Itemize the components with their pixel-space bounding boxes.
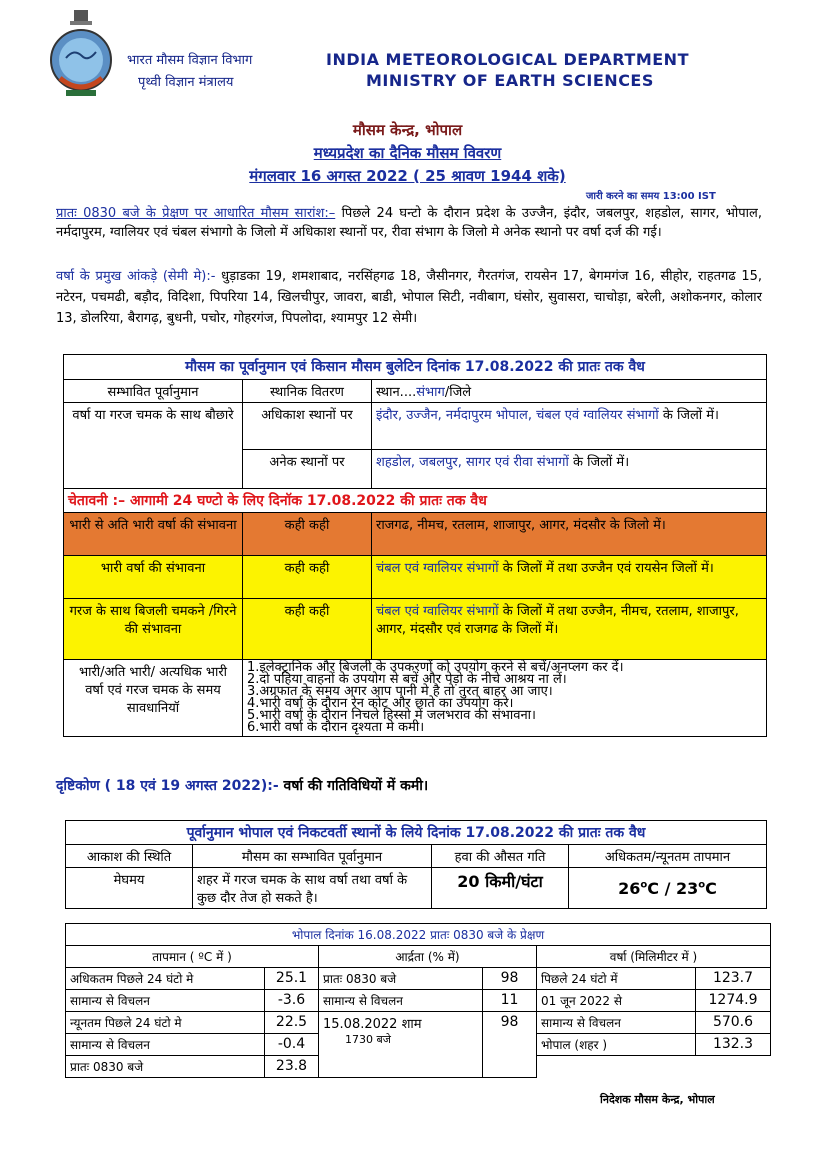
forecast-col-places — [372, 380, 767, 403]
ministry-name-hindi: पृथ्वी विज्ञान मंत्रालय — [138, 75, 234, 90]
forecast-heading: मौसम का पूर्वानुमान एवं किसान मौसम बुलेटिन दिनांक 17.08.2022 की प्रातः तक वैध — [64, 355, 767, 380]
rainfall-text: धुड़ाडका 19, शमशाबाद, नरसिंहगढ 18, जैसीनगर, गैरतगंज, रायसेन 17, बेगमगंज 16, सीहोर, राहतगढ 15, नटेरन, पचमढी, बड़ौद, विदिशा, पिपरिया 14, खिलचीपुर, जावरा, बाडी, भोपाल सिटी, नवीबाग, घंसोर, सुवासरा, चाचोड़ा, बरेली, अशोकनगर, कोलार 13, डोलरिया, बैरागढ़, बुधनी, पचोर, गोहरगंज, पिपलोदा, श्यामपुर 12 सेमी। — [56, 269, 763, 326]
warning-places-2-blue: चंबल एवं ग्वालियर संभागों — [376, 604, 499, 619]
temp-unit: C — [705, 878, 717, 898]
obs-temp-value: 22.5 — [265, 1012, 319, 1034]
observation-heading: भोपाल दिनांक 16.08.2022 प्रातः 0830 बजे के प्रेक्षण — [66, 924, 771, 946]
forecast-places-0-black: के जिलों में। — [658, 408, 719, 423]
observation-table — [65, 923, 771, 1078]
issue-time: जारी करने का समय 13:00 IST — [586, 191, 716, 202]
warning-places-0 — [372, 513, 767, 556]
imd-logo — [46, 8, 116, 103]
obs-rain-header: वर्षा (मिलिमीटर में ) — [537, 946, 771, 968]
obs-temp-label: न्यूनतम पिछले 24 घंटो मे — [66, 1012, 265, 1034]
precaution-item: 2.दो पहिया वाहनों के उपयोग से बचें और पेड़ो के नीचे आश्रय ना लें। — [247, 672, 567, 687]
forecast-warning-table — [63, 354, 767, 737]
outlook — [56, 776, 428, 795]
obs-temp-label: सामान्य से विचलन — [66, 1034, 265, 1056]
bhopal-temperature: 26$^o$C / 23$^o$C — [569, 868, 767, 909]
forecast-col-places-highlight: संभाग — [416, 385, 445, 400]
centre-title: मौसम केन्द्र, भोपाल — [352, 121, 463, 139]
obs-rain-label: पिछले 24 घंटो में — [537, 968, 696, 990]
obs-rain-label: भोपाल (शहर ) — [537, 1034, 696, 1056]
obs-rain-value: 132.3 — [696, 1034, 771, 1056]
bhopal-wind: 20 किमी/घंटा — [432, 868, 569, 909]
precaution-item: 3.अग्रफात के समय अगर आप पानी मे है तो तुरत बाहर आ जाए। — [247, 684, 553, 699]
obs-rain-label: 01 जून 2022 से — [537, 990, 696, 1012]
obs-humidity-label-line2: 1730 बजे — [345, 1033, 391, 1046]
forecast-dist-1: अनेक स्थानों पर — [243, 450, 372, 489]
report-date: मंगलवार 16 अगस्त 2022 ( 25 श्रावण 1944 शके) — [249, 167, 566, 185]
forecast-places-1 — [372, 450, 767, 489]
obs-humidity-value: 98 — [483, 968, 537, 990]
obs-humidity-value: 11 — [483, 990, 537, 1012]
weather-summary — [56, 204, 762, 242]
warning-dist-1: कही कही — [243, 556, 372, 599]
bhopal-sky: मेघमय — [66, 868, 193, 909]
temp-min: 23 — [675, 878, 699, 898]
obs-temp-value: 25.1 — [265, 968, 319, 990]
report-title: मध्यप्रदेश का दैनिक मौसम विवरण — [313, 144, 502, 162]
ministry-name-english: MINISTRY OF EARTH SCIENCES — [366, 71, 654, 90]
forecast-type: वर्षा या गरज चमक के साथ बौछारे — [64, 403, 243, 489]
bhopal-weather: शहर में गरज चमक के साथ वर्षा तथा वर्षा के कुछ दौर तेज हो सकते है। — [193, 868, 432, 909]
precaution-title: भारी/अति भारी/ अत्यधिक भारी वर्षा एवं गरज चमक के समय सावधानियॉ — [64, 660, 243, 737]
obs-temp-label: अधिकतम पिछले 24 घंटो मे — [66, 968, 265, 990]
bhopal-col-weather: मौसम का सम्भावित पूर्वानुमान — [193, 845, 432, 868]
obs-humidity-header: आर्द्रता (% में) — [319, 946, 537, 968]
forecast-col-places-prefix: स्थान.... — [376, 385, 417, 400]
warning-places-0-black: राजगढ, नीमच, रतलाम, शाजापुर, आगर, मंदसौर के जिलो में। — [376, 518, 666, 533]
obs-humidity-label-line1: 15.08.2022 शाम — [323, 1017, 422, 1032]
warning-places-1-black: के जिलों में तथा उज्जैन एवं रायसेन जिलों में। — [498, 561, 714, 576]
forecast-dist-0: अधिकाश स्थानों पर — [243, 403, 372, 450]
forecast-places-0-blue: इंदौर, उज्जैन, नर्मदापुरम भोपाल, चंबल एवं ग्वालियर संभागों — [376, 408, 659, 423]
forecast-col-type: सम्भावित पूर्वानुमान — [64, 380, 243, 403]
obs-rain-value: 123.7 — [696, 968, 771, 990]
warning-heading: चेतावनी :– आगामी 24 घण्टो के लिए दिनॉक 17.08.2022 की प्रातः तक वैध — [64, 489, 767, 513]
dept-name-english: INDIA METEOROLOGICAL DEPARTMENT — [326, 50, 689, 69]
warning-type-0: भारी से अति भारी वर्षा की संभावना — [64, 513, 243, 556]
obs-temp-value: -3.6 — [265, 990, 319, 1012]
warning-places-2-black: के जिलों में तथा उज्जैन, नीमच, रतलाम, शाजापुर, आगर, मंदसौर एवं राजगढ के जिलों में। — [376, 604, 739, 637]
forecast-col-places-suffix: /जिले — [444, 385, 472, 400]
obs-temp-value: 23.8 — [265, 1056, 319, 1078]
bhopal-forecast-table — [65, 820, 767, 909]
obs-temp-label: सामान्य से विचलन — [66, 990, 265, 1012]
obs-humidity-label: सामान्य से विचलन — [319, 990, 483, 1012]
forecast-places-1-blue: शहडोल, जबलपुर, सागर एवं रीवा संभागों — [376, 455, 569, 470]
rainfall-figures — [56, 266, 762, 329]
bhopal-col-wind: हवा की औसत गति — [432, 845, 569, 868]
rainfall-label: वर्षा के प्रमुख आंकड़े (सेमी मे):- — [56, 269, 216, 284]
obs-temp-header: तापमान ( ºC में ) — [66, 946, 319, 968]
obs-rain-value: 570.6 — [696, 1012, 771, 1034]
warning-places-1-blue: चंबल एवं ग्वालियर संभागों — [376, 561, 499, 576]
precaution-list — [243, 660, 767, 737]
warning-dist-0: कही कही — [243, 513, 372, 556]
bhopal-forecast-heading: पूर्वानुमान भोपाल एवं निकटवर्ती स्थानों के लिये दिनांक 17.08.2022 की प्रातः तक वैध — [66, 821, 767, 845]
warning-type-1: भारी वर्षा की संभावना — [64, 556, 243, 599]
precaution-item: 1.इलेक्ट्रानिक और बिजली के उपकरणों को उपयोग करने से बचें/अनप्लग कर दें। — [247, 660, 624, 675]
signature: निदेशक मौसम केन्द्र, भोपाल — [600, 1093, 715, 1106]
precaution-item: 4.भारी वर्षा के दौरान रेन कोट और छाते का उपयोग करे। — [247, 696, 514, 711]
outlook-text: वर्षा की गतिविधियों में कमी। — [283, 778, 429, 794]
obs-temp-label: प्रातः 0830 बजे — [66, 1056, 265, 1078]
bhopal-col-temp: अधिकतम/न्यूनतम तापमान — [569, 845, 767, 868]
outlook-label: दृष्टिकोण ( 18 एवं 19 अगस्त 2022):- — [56, 778, 279, 794]
obs-temp-value: -0.4 — [265, 1034, 319, 1056]
obs-humidity-label — [319, 1012, 483, 1078]
obs-rain-label: सामान्य से विचलन — [537, 1012, 696, 1034]
forecast-places-1-black: के जिलों में। — [568, 455, 630, 470]
obs-humidity-label: प्रातः 0830 बजे — [319, 968, 483, 990]
temp-max: 26 — [618, 878, 641, 898]
summary-label: प्रातः 0830 बजे के प्रेक्षण पर आधारित मौसम सारांश:– — [56, 206, 336, 221]
precaution-item: 6.भारी वर्षा के दौरान दृश्यता मे कमी। — [247, 720, 425, 735]
obs-rain-value: 1274.9 — [696, 990, 771, 1012]
forecast-places-0 — [372, 403, 767, 450]
dept-name-hindi: भारत मौसम विज्ञान विभाग — [127, 53, 253, 68]
bhopal-col-sky: आकाश की स्थिति — [66, 845, 193, 868]
temp-unit: C — [647, 878, 659, 898]
warning-type-2: गरज के साथ बिजली चमकने /गिरने की संभावना — [64, 599, 243, 660]
precaution-item: 5.भारी वर्षा के दौरान निचले हिस्सो में जलभराव की संभावना। — [247, 708, 536, 723]
obs-humidity-value: 98 — [483, 1012, 537, 1078]
summary-text: पिछले 24 घन्टो के दौरान प्रदेश के उज्जैन, इंदौर, जबलपुर, शहडोल, सागर, भोपाल, नर्मदापुरम, ग्वालियर एवं चंबल संभागो के जिलो में अधिकाश स्थानों पर, रीवा संभाग के जिलो मे अनेक स्थानो पर वर्षा दर्ज की गई। — [56, 206, 762, 240]
warning-places-2 — [372, 599, 767, 660]
warning-dist-2: कही कही — [243, 599, 372, 660]
forecast-col-distribution: स्थानिक वितरण — [243, 380, 372, 403]
warning-places-1 — [372, 556, 767, 599]
